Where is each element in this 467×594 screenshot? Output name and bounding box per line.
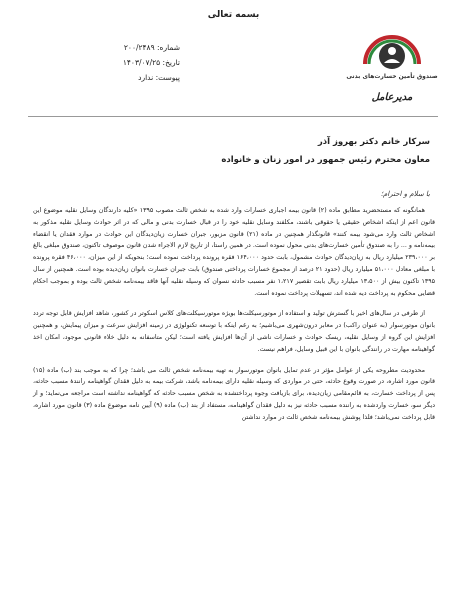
ceo-signature: مدیرعامل (371, 92, 413, 103)
body-paragraph: همانگونه که مستحضرید مطابق ماده (۲) قانون بیمه اجباری خسارات وارد شده به شخص ثالث مصوب ۱۳۹۵ «کلیه دارندگان وسایل نقلیه موضوع این قانون اعم از اینکه اشخاص حقیقی یا حقوقی باشند، مکلفند وسایل نقلیه خود را در قبال خسارت بدنی و مالی که در اثر حوادث وسایل نقلیه مذکور به اشخاص ثالث وارد می‌شود بیمه کنند» قانونگذار همچنین در ماده (۲۱) قانون مزبور، جبران خسارت زیان‌دیدگان این حوادث در موارد فقدان یا انقضاء بیمه‌نامه و ... را به صندوق تأمین خسارت‌های بدنی محول نموده است. در همین راستا، از تاریخ لازم الاجراء شدن قانون موصوف تاکنون، صندوق مبلغی بالغ بر ۲۳۹،۰۰۰ میلیارد ریال به زیان‌دیدگان حوادث مشمول، بابت حدود ۱۶۴،۰۰۰ فقره پرونده پرداخت نموده است؛ بنحویکه از این میزان، ۴۶،۰۰۰ فقره پرونده با مبلغی معادل ۵۱،۰۰۰ میلیارد ریال (حدود ۲۱ درصد از مجموع خسارات پرداختی صندوق) بابت جبران خسارت بانوان زیان‌دیده بوده است. همچنین از سال ۱۳۹۵ تاکنون بیش از ۱۳،۵۰۰ میلیارد ریال بابت تقصیر ۱،۲۱۷ نفر مسبب حادثه نسوان که وسیله نقلیه آنها فاقد بیمه‌نامه شخص ثالث بوده و بموجب احکام قضایی محکوم به پرداخت دیه شده اند، تسهیلات پرداخت نموده است. (33, 207, 436, 297)
org-name: صندوق تأمین خسارت‌های بدنی (346, 73, 438, 80)
letter-date: تاریخ: ۱۴۰۳/۰۷/۲۵ (122, 58, 180, 67)
body-paragraph: محدودیت مطروحه یکی از عوامل مؤثر در عدم تمایل بانوان موتورسوار به تهیه بیمه‌نامه شخص ثالث می باشد؛ چرا که به موجب بند (ب) ماده (۱۵) قانون مورد اشاره، در صورت وقوع حادثه، حتی در مواردی که وسیله نقلیه دارای بیمه‌نامه باشد، شرکت بیمه به دلیل فقدان گواهینامه رانندۀ مسبب حادثه، پس از پرداخت خسارت، به قائم‌مقامی زیان‌دیده، برای بازیافت وجوه پرداختشده به شخص مسبب حادثه که گواهینامه نداشته است مراجعه می‌نماید؛ و از دیگر سو، خسارت واردشده به راننده مسبب حادثه نیز به دلیل فقدان گواهینامه، مستفاد از بند (ب) ماده (۹) آیین نامه موضوع ماده (۳) قانون مورد اشاره، قابل پرداخت نمی‌باشد؛ فلذا پوشش بیمه‌نامه شخص ثالث در موارد نداشتن (33, 366, 435, 421)
body-paragraph: از طرفی در سال‌های اخیر با گسترش تولید و استفاده از موتورسیکلت‌ها بویژه موتورسیکلت‌های کلاس اسکوتر در کشور، شاهد افزایش قابل توجه تردد بانوان موتورسوار (به عنوان راکب) در معابر درون‌شهری می‌باشیم؛ به رغم اینکه با توسعه تکنولوژی در زمینه افزایش سرعت و میزان پیمایش، و همچنین افزایش این گروه از وسایل نقلیه، ریسک حوادث و خسارات ناشی از آن‌ها افزایش یافته است؛ لیکن متاسفانه به دلیل خلاء قانونی موجود، امکان اخذ گواهینامه مهارت در رانندگی بانوان با این قبیل وسایل، فراهم نیست. (33, 310, 435, 353)
letter-attachment: پیوست: ندارد (138, 73, 180, 82)
letter-meta (40, 40, 180, 85)
letter-body (33, 205, 435, 433)
bismillah-heading: بسمه تعالی (207, 10, 260, 20)
greeting: با سلام و احترام؛ (380, 190, 430, 198)
org-logo-icon (357, 30, 427, 100)
header-divider (28, 116, 438, 117)
recipient-title: معاون محترم رئیس جمهور در امور زنان و خانواده (221, 155, 430, 165)
recipient-name: سرکار خانم دکتر بهروز آذر (317, 137, 430, 147)
letter-number: شماره: ۲۰۰/۲۴۸۹ (123, 43, 180, 52)
